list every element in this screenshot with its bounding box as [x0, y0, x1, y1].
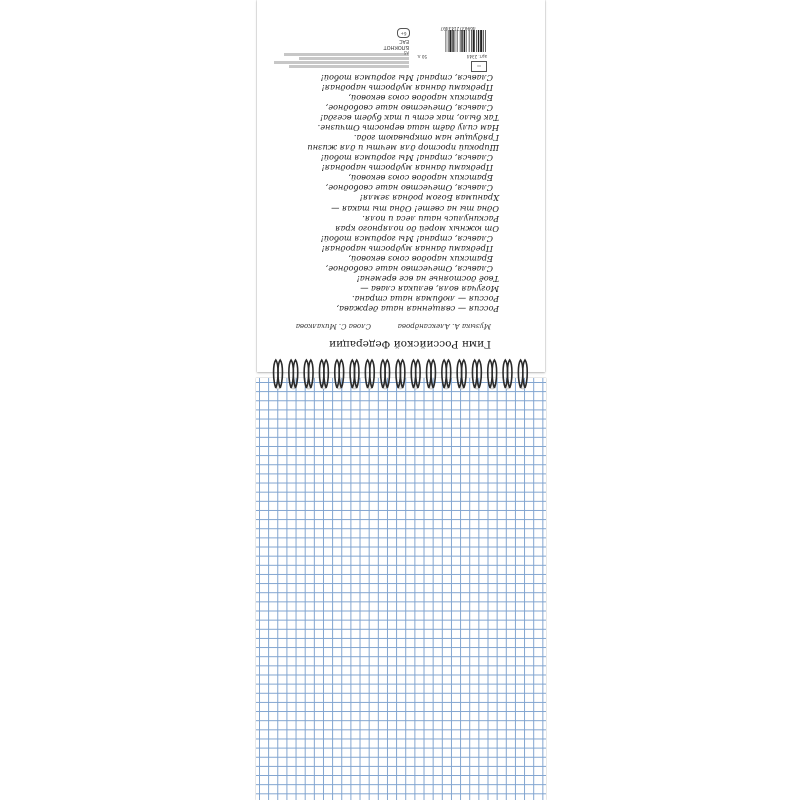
lyric-line: Братских народов союз вековой, [348, 253, 493, 264]
spiral-ring [274, 360, 283, 389]
lyric-line: Могучая воля, великая слава — [360, 283, 499, 294]
back-cover [257, 0, 545, 372]
barcode-bar [448, 30, 449, 52]
lyric-line: Славься, страна! Мы гордимся тобой! [320, 233, 493, 244]
music-credit: Музыка А. Александрова [397, 322, 491, 330]
lyric-line: Так было, так есть и так будет всегда! [319, 113, 499, 124]
barcode-bar [480, 30, 482, 52]
age-rating-badge: 6+ [397, 28, 410, 38]
lyric-line: Предками данная мудрость народная! [321, 82, 493, 93]
manufacturer-fineprint [269, 52, 409, 68]
lyric-line: Славься, Отечество наше свободное, [325, 183, 493, 194]
lyric-line: Грядущие нам открывают года. [353, 133, 499, 144]
lyric-line: Твоё достоянье на все времена! [356, 273, 499, 284]
barcode-bar [485, 30, 486, 52]
lyric-line: Славься, Отечество наше свободное, [325, 263, 493, 274]
lyric-line: Предками данная мудрость народная! [321, 163, 493, 174]
lyric-line: Братских народов союз вековой, [348, 173, 493, 184]
lyric-line: Славься, Отечество наше свободное, [325, 103, 493, 114]
barcode-bar [466, 30, 467, 52]
spiral-binding [256, 358, 546, 394]
certification-mark: ▭ [471, 61, 487, 72]
spiral-ring [396, 360, 405, 389]
barcode-bar [457, 30, 458, 52]
spiral-ring [442, 360, 451, 389]
product-format: А5 [403, 50, 409, 55]
lyric-line: Братских народов союз вековой, [348, 93, 493, 104]
spiral-ring [503, 360, 512, 389]
article-number: арт. 2344 [466, 54, 487, 59]
lyric-line: Хранимая Богом родная земля! [359, 193, 499, 204]
lyric-line: Широкий простор для мечты и для жизни [307, 143, 499, 154]
sheet-count: 50 л. [416, 54, 427, 59]
grid-page [256, 378, 546, 800]
lyric-line: Нам силу даёт наша верность Отчизне. [317, 123, 499, 134]
barcode-bar [452, 30, 453, 52]
barcode-bar [483, 30, 484, 52]
product-label [267, 0, 487, 72]
spiral-ring [350, 360, 359, 389]
barcode-graphic [429, 30, 487, 52]
barcode-bar [471, 30, 472, 52]
lyric-line: Россия — священная наша держава, [336, 304, 499, 314]
eac-mark: EAC [399, 38, 409, 44]
barcode-bar [469, 30, 470, 52]
spiral-ring [518, 360, 527, 389]
barcode-bar [460, 30, 461, 52]
lyric-line: Раскинулись наши леса и поля. [362, 213, 499, 224]
lyric-line: Россия — любимая наша страна. [352, 293, 499, 304]
barcode-number: 4690372143407 [440, 25, 476, 30]
anthem-title: Гимн Российской Федерации [328, 338, 491, 350]
spiral-ring [335, 360, 344, 389]
spiral-ring [381, 360, 390, 389]
spiral-ring [411, 360, 420, 389]
barcode-bar [478, 30, 479, 52]
spiral-ring [488, 360, 497, 389]
lyric-line: От южных морей до полярного края [335, 223, 499, 234]
spiral-ring [472, 360, 481, 389]
lyric-line: Славься, страна! Мы гордимся тобой! [320, 153, 493, 164]
spiral-ring [457, 360, 466, 389]
lyric-line: Одна ты на свете! Одна ты такая — [331, 203, 499, 214]
back-cover-content [257, 0, 545, 372]
spiral-ring [289, 360, 298, 389]
lyric-line: Славься, страна! Мы гордимся тобой! [320, 72, 493, 83]
barcode-bar [461, 30, 462, 52]
spiral-ring [319, 360, 328, 389]
barcode-bar [476, 30, 477, 52]
anthem-lyrics [259, 73, 499, 314]
lyric-line: Предками данная мудрость народная! [321, 243, 493, 254]
barcode-bar [446, 30, 447, 52]
barcode-bar [449, 30, 451, 52]
barcode-bar [464, 30, 465, 52]
spiral-ring [427, 360, 436, 389]
product-name: БЛОКНОТ [383, 44, 409, 50]
barcode-bar [455, 30, 456, 52]
barcode-bar [473, 30, 475, 52]
spiral-ring [304, 360, 313, 389]
words-credit: Слова С. Михалкова [295, 322, 371, 330]
spiral-ring [365, 360, 374, 389]
